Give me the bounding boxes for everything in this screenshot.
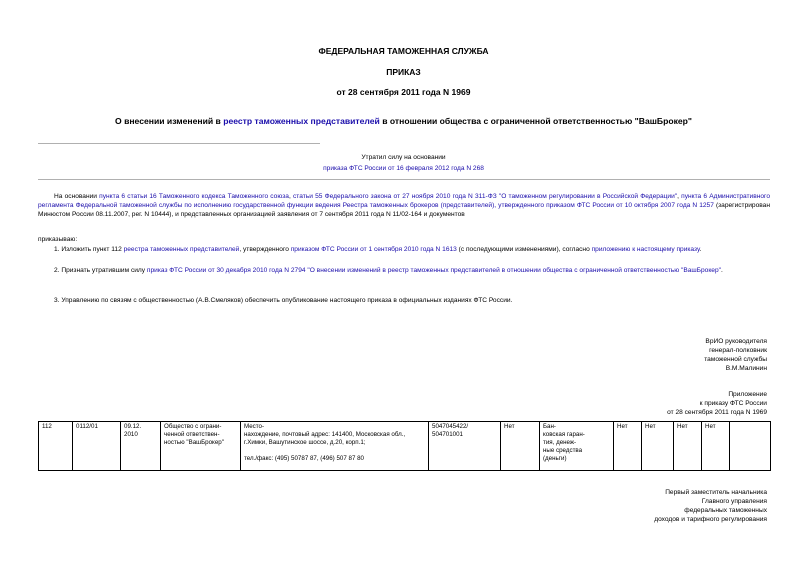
item1-text-1: 1. Изложить пункт 112 bbox=[54, 246, 124, 253]
table-cell: 09.12. 2010 bbox=[121, 422, 161, 471]
item1-order-link[interactable]: приказом ФТС России от 1 сентября 2010 года N 1613 bbox=[290, 246, 457, 253]
preamble bbox=[38, 192, 770, 219]
table-cell: Нет bbox=[501, 422, 540, 471]
lost-force-link[interactable]: приказа ФТС России от 16 февраля 2012 года N 268 bbox=[323, 165, 484, 172]
table-cell: 0112/01 bbox=[73, 422, 121, 471]
appendix-block bbox=[667, 390, 767, 417]
item1-text-3: (с последующими изменениями), согласно bbox=[456, 246, 592, 253]
item1-text-4: . bbox=[699, 246, 702, 253]
signature-block-1 bbox=[704, 337, 767, 373]
appendix-line-3: от 28 сентября 2011 года N 1969 bbox=[667, 409, 767, 416]
preamble-text-3: , bbox=[677, 193, 682, 200]
title-suffix: в отношении общества с ограниченной ответственностью "ВашБрокер" bbox=[379, 116, 692, 126]
table-row bbox=[39, 422, 771, 471]
doc-date-number: от 28 сентября 2011 года N 1969 bbox=[336, 87, 471, 97]
table-cell: Нет bbox=[702, 422, 730, 471]
order-item-1 bbox=[38, 245, 770, 254]
order-item-2 bbox=[38, 266, 770, 275]
preamble-text-1: На основании bbox=[54, 193, 100, 200]
item2-text-2: . bbox=[720, 267, 723, 274]
appendix-line-2: к приказу ФТС России bbox=[699, 400, 767, 407]
title-prefix: О внесении изменений в bbox=[115, 116, 224, 126]
table-cell: Нет bbox=[674, 422, 702, 471]
item1-appendix-link[interactable]: приложению к настоящему приказу bbox=[591, 246, 700, 253]
table-cell: 112 bbox=[39, 422, 73, 471]
table-cell: Общество с ограни- ченной ответствен- ностью "ВашБрокер" bbox=[161, 422, 241, 471]
sig1-line-4: В.М.Малинин bbox=[725, 365, 767, 372]
sig1-line-2: генерал-полковник bbox=[709, 347, 767, 354]
table-cell: Нет bbox=[642, 422, 674, 471]
table-cell: 5047045422/ 504701001 bbox=[429, 422, 501, 471]
customs-code-link[interactable]: пункта 6 статьи 16 Таможенного кодекса Таможенного союза bbox=[99, 193, 289, 200]
table-cell: Место- нахождение, почтовый адрес: 141400, Московская обл., г.Химки, Вашутинское шоссе, д.20, корп.1; тел./факс: (495) 50787 87, (496) 507 87 80 bbox=[241, 422, 429, 471]
orders-label: приказываю: bbox=[38, 236, 78, 243]
sig1-line-1: ВрИО руководителя bbox=[705, 338, 767, 345]
preamble-text-2: , bbox=[288, 193, 293, 200]
table-cell: Бан- ковская гаран- тия, денеж- ные средства (деньги) bbox=[540, 422, 614, 471]
registry-table bbox=[38, 421, 771, 471]
title-registry-link[interactable]: реестр таможенных представителей bbox=[223, 116, 380, 126]
order-item-3: 3. Управлению по связям с общественностью (А.В.Смеляков) обеспечить опубликование настоящего приказа в официальных изданиях ФТС России. bbox=[54, 297, 513, 304]
federal-law-link[interactable]: статьи 55 Федерального закона от 27 ноября 2010 года N 311-ФЗ "О таможенном регулировании в Российской Федерации" bbox=[293, 193, 678, 200]
doc-title bbox=[0, 116, 807, 126]
sig1-line-3: таможенной службы bbox=[704, 356, 767, 363]
appendix-line-1: Приложение bbox=[728, 391, 767, 398]
item2-order-link[interactable]: приказ ФТС России от 30 декабря 2010 года N 2794 "О внесении изменений в реестр таможенных представителей в отношении общества с ограниченной ответственностью "ВашБрокер" bbox=[146, 267, 721, 274]
doc-type: ПРИКАЗ bbox=[386, 67, 421, 77]
sig2-line-1: Первый заместитель начальника bbox=[665, 489, 767, 496]
agency-title: ФЕДЕРАЛЬНАЯ ТАМОЖЕННАЯ СЛУЖБА bbox=[318, 46, 489, 56]
item2-text-1: 2. Признать утратившим силу bbox=[54, 267, 147, 274]
item1-text-2: , утвержденного bbox=[239, 246, 291, 253]
sig2-line-3: федеральных таможенных bbox=[684, 507, 767, 514]
lost-force-line: Утратил силу на основании bbox=[361, 154, 446, 161]
sig2-line-4: доходов и тарифного регулирования bbox=[654, 516, 767, 523]
signature-block-2 bbox=[654, 488, 767, 524]
table-cell bbox=[730, 422, 771, 471]
long-rule bbox=[38, 179, 770, 180]
admin-reglament-link[interactable]: пункта 6 Административного регламента Федеральной таможенной службы по исполнению государственной функции ведения Реестра таможенных брокеров (представителей), утвержденного приказом ФТС России от 10 октября 2007 года N 1257 bbox=[38, 193, 770, 209]
item1-registry-link[interactable]: реестра таможенных представителей bbox=[123, 246, 240, 253]
short-rule bbox=[38, 143, 320, 144]
sig2-line-2: Главного управления bbox=[701, 498, 767, 505]
preamble-text-4: (зарегистрирован Минюстом России 08.11.2007, рег. N 10444), и представленных организацией заявления от 7 сентября 2011 года N 11/02-164 и документов bbox=[38, 202, 770, 218]
table-cell: Нет bbox=[614, 422, 642, 471]
